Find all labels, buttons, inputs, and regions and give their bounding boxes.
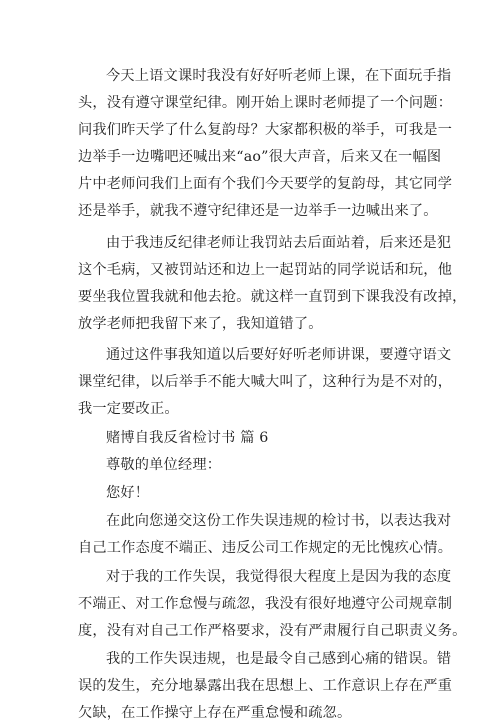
salutation: 尊敬的单位经理：: [106, 457, 222, 473]
paragraph-line: 由于我违反纪律老师让我罚站去后面站着，后来还是犯: [106, 235, 452, 251]
paragraph-line: 放学老师把我留下来了，我知道错了。: [78, 316, 323, 332]
paragraph-line: 不端正、对工作怠慢与疏忽，我没有很好地遵守公司规章制: [78, 596, 453, 612]
paragraph-line: 我的工作失误违规，也是最令自己感到心痛的错误。错: [106, 651, 452, 667]
paragraph-line: 对于我的工作失误，我觉得很大程度上是因为我的态度: [106, 569, 452, 585]
paragraph-line: 度，没有对自己工作严格要求，没有严肃履行自己职责义务。: [78, 623, 467, 639]
section-heading: 赌博自我反省检讨书 篇 6: [106, 430, 269, 446]
paragraph-line: 通过这件事我知道以后要好好听老师讲课，要遵守语文: [106, 347, 452, 363]
paragraph-line: 这个毛病，又被罚站还和边上一起罚站的同学说话和玩，他: [78, 262, 453, 278]
paragraph-line: 片中老师问我们上面有个我们今天要学的复韵母，其它同学: [78, 176, 453, 192]
paragraph-line: 误的发生，充分地暴露出我在思想上、工作意识上存在严重: [78, 678, 453, 694]
paragraph-line: 要坐我位置我就和他去抢。就这样一直罚到下课我没有改掉，: [78, 289, 467, 305]
paragraph-line: 我一定要改正。: [78, 401, 179, 417]
paragraph-line: 欠缺，在工作操守上存在严重怠慢和疏忽。: [78, 705, 352, 721]
paragraph-line: 自己工作态度不端正、违反公司工作规定的无比愧疚心情。: [78, 540, 453, 556]
greeting: 您好！: [106, 485, 150, 501]
paragraph-line: 在此向您递交这份工作失误违规的检讨书，以表达我对: [106, 513, 452, 529]
paragraph-line: 边举手一边嘴吧还喊出来“ao”很大声音，后来又在一幅图: [78, 149, 442, 165]
paragraph-line: 还是举手，就我不遵守纪律还是一边举手一边喊出来了。: [78, 203, 438, 219]
paragraph-line: 今天上语文课时我没有好好听老师上课，在下面玩手指: [106, 68, 452, 84]
paragraph-line: 头，没有遵守课堂纪律。刚开始上课时老师提了一个问题：: [78, 95, 453, 111]
paragraph-line: 问我们昨天学了什么复韵母？大家都积极的举手，可我是一: [78, 122, 453, 138]
paragraph-line: 课堂纪律，以后举手不能大喊大叫了，这种行为是不对的，: [78, 374, 453, 390]
